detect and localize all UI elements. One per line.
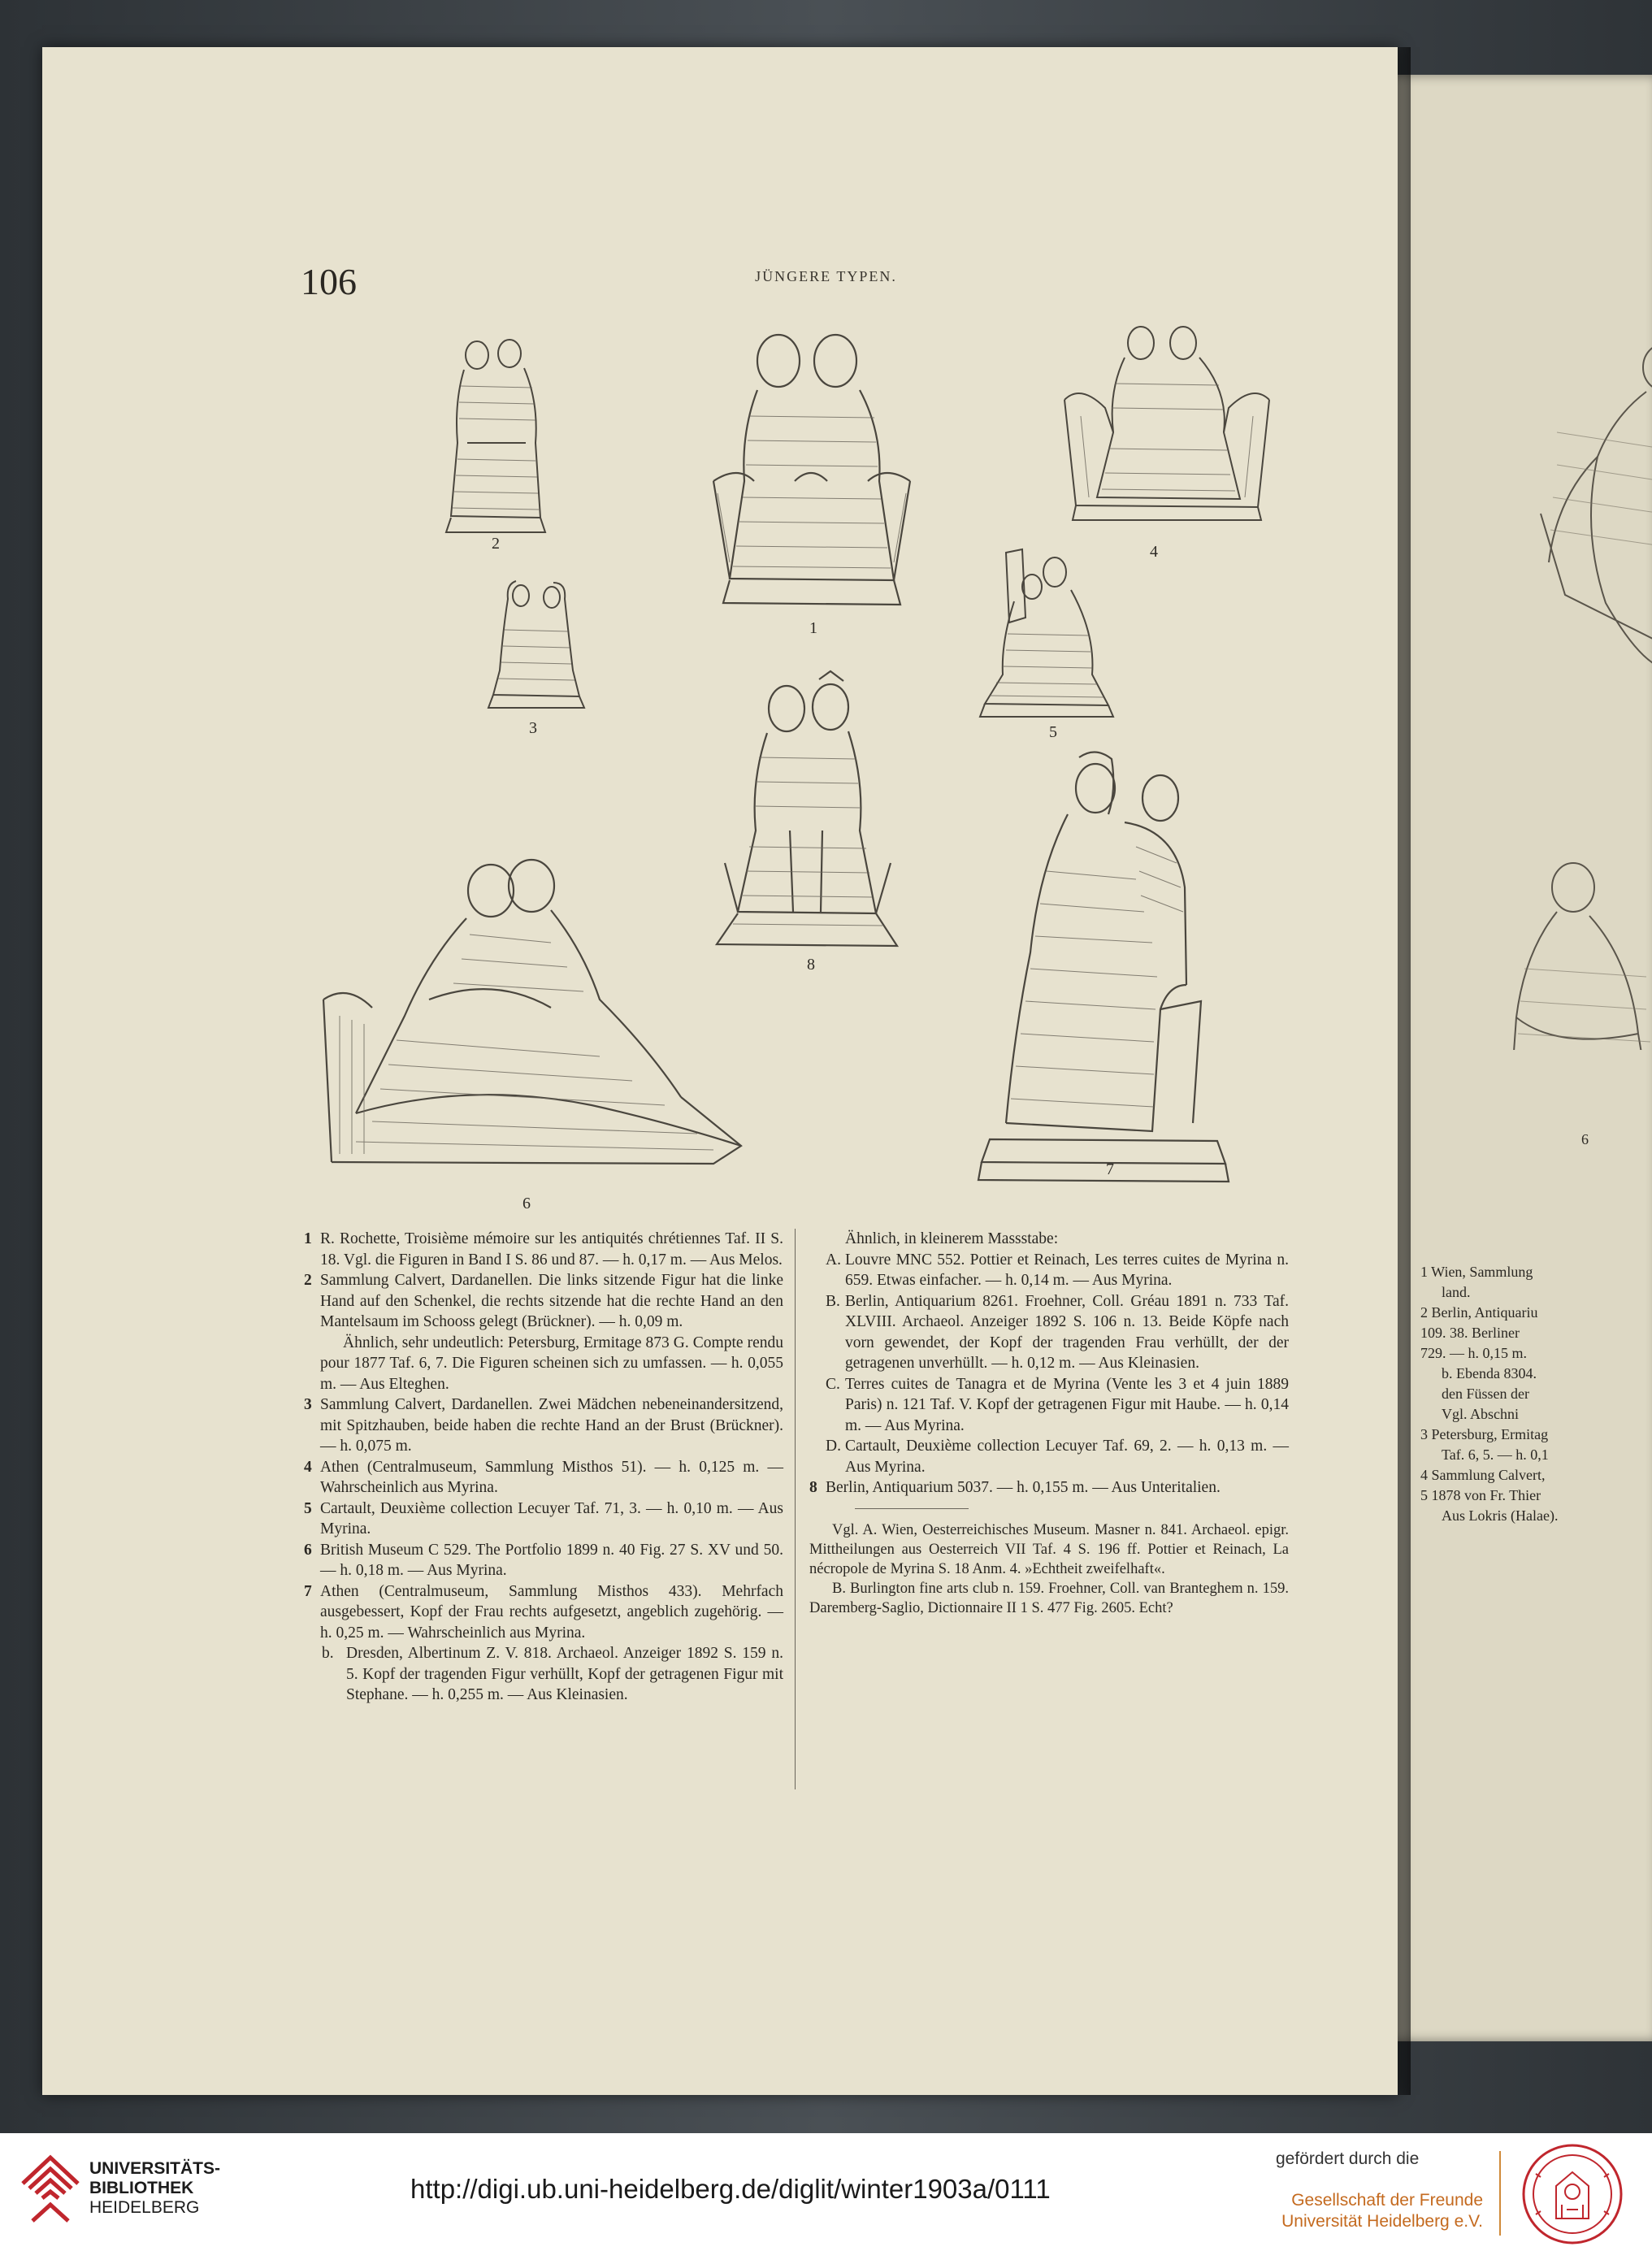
- figure-6-terracotta: [307, 853, 746, 1170]
- facing-page-line: 729. — h. 0,15 m.: [1420, 1345, 1528, 1361]
- running-head: JÜNGERE TYPEN.: [755, 268, 897, 284]
- footnote-a: Vgl. A. Wien, Oesterreichisches Museum. Masner n. 841. Archaeol. epigr. Mittheilungen aus Oesterreich VII Taf. 4 S. 196 ff. Pottier et Reinach, La nécropole de Myrina S. 18 Anm. 4. »Echtheit zweifelhaft«.: [809, 1521, 1289, 1577]
- facing-page-line: 109. 38. Berliner: [1420, 1325, 1520, 1341]
- ub-heidelberg-logo[interactable]: [18, 2151, 83, 2228]
- facing-page-line: 4 Sammlung Calvert,: [1420, 1467, 1546, 1483]
- similar-item-d: D. Cartault, Deuxième collection Lecuyer Taf. 69, 2. — h. 0,13 m. — Aus Myrina.: [826, 1438, 1289, 1476]
- catalogue-text: [304, 1229, 1287, 1798]
- figure-4-label: 4: [1150, 543, 1158, 561]
- entry-6: 6 British Museum C 529. The Portfolio 1899 n. 40 Fig. 27 S. XV und 50. — h. 0,18 m. — Aus Myrina.: [304, 1541, 783, 1579]
- facing-fig-label: 6: [1581, 1131, 1589, 1147]
- figure-8-label: 8: [807, 956, 815, 974]
- entry-5: 5 Cartault, Deuxième collection Lecuyer Taf. 71, 3. — h. 0,10 m. — Aus Myrina.: [304, 1499, 783, 1538]
- library-name: UNIVERSITÄTS- BIBLIOTHEK HEIDELBERG: [89, 2159, 221, 2217]
- facing-page-line: land.: [1442, 1284, 1471, 1300]
- entry-2: 2 Sammlung Calvert, Dardanellen. Die links sitzende Figur hat die linke Hand auf den Schenkel, die rechts sitzende hat die rechte Hand an den Mantelsaum im Schooss gelegt (Brückner). — h. 0,09 m.: [304, 1272, 783, 1330]
- similar-intro: Ähnlich, in kleinerem Massstabe:: [845, 1230, 1059, 1247]
- university-seal-icon: [1520, 2141, 1625, 2247]
- figure-1-label: 1: [809, 619, 817, 637]
- column-divider: [795, 1229, 796, 1789]
- sponsor-lead-text: gefördert durch die: [1276, 2149, 1420, 2168]
- similar-item-a: A. Louvre MNC 552. Pottier et Reinach, Les terres cuites de Myrina n. 659. Etwas einfacher. — h. 0,14 m. — Aus Myrina.: [826, 1251, 1289, 1289]
- university-seal: [1520, 2141, 1625, 2251]
- entry-7b: b. Dresden, Albertinum Z. V. 818. Archaeol. Anzeiger 1892 S. 159 n. 5. Kopf der tragenden Figur verhüllt, Kopf der getragenen Figur mit Stephane. — h. 0,255 m. — Aus Kleinasien.: [322, 1645, 783, 1703]
- entry-3: 3 Sammlung Calvert, Dardanellen. Zwei Mädchen nebeneinandersitzend, mit Spitzhauben, beide haben die rechte Hand an der Brust (Brückner). — h. 0,075 m.: [304, 1396, 783, 1455]
- facing-page-line: 5 1878 von Fr. Thier: [1420, 1487, 1541, 1503]
- facing-page-line: Vgl. Abschni: [1442, 1406, 1520, 1422]
- footnote-b: B. Burlington fine arts club n. 159. Froehner, Coll. van Branteghem n. 159. Daremberg-Saglio, Dictionnaire II 1 S. 477 Fig. 2605. Echt?: [809, 1580, 1289, 1616]
- permalink-url[interactable]: http://digi.ub.uni-heidelberg.de/diglit/winter1903a/0111: [410, 2174, 1051, 2204]
- figure-5-terracotta: [973, 544, 1120, 719]
- figure-7-label: 7: [1106, 1160, 1114, 1178]
- right-column: [809, 1229, 1289, 1618]
- entry-8: 8 Berlin, Antiquarium 5037. — h. 0,155 m. — Aus Unteritalien.: [809, 1479, 1221, 1496]
- figure-2-terracotta: [435, 329, 557, 536]
- facing-page-line: b. Ebenda 8304.: [1442, 1365, 1537, 1381]
- figure-2-label: 2: [492, 535, 500, 553]
- similar-item-b: B. Berlin, Antiquarium 8261. Froehner, Coll. Gréau 1891 n. 733 Taf. XLVIII. Archaeol. Anzeiger 1892 S. 106 n. 13. Beide Köpfe nach vorn gewendet, der Kopf der tragenden Frau verhüllt, der der getragenen unverhüllt. — h. 0,12 m. — Aus Kleinasien.: [826, 1292, 1289, 1372]
- facing-page-line: 1 Wien, Sammlung: [1420, 1264, 1533, 1280]
- sponsor-divider: [1499, 2151, 1501, 2236]
- facing-page: [1394, 75, 1652, 2041]
- figure-5-label: 5: [1049, 723, 1057, 741]
- figure-3-label: 3: [529, 719, 537, 737]
- facing-page-line: 2 Berlin, Antiquariu: [1420, 1304, 1538, 1321]
- figure-1-terracotta: [705, 319, 918, 611]
- sponsor-name[interactable]: Gesellschaft der Freunde Universität Heidelberg e.V.: [1281, 2191, 1483, 2231]
- page-number: 106: [301, 261, 357, 302]
- facing-page-figures: [1394, 75, 1652, 1050]
- figure-3-terracotta: [483, 573, 589, 711]
- figure-7-terracotta: [973, 741, 1234, 1196]
- footnote-rule: [855, 1508, 969, 1509]
- entry-1: 1 R. Rochette, Troisième mémoire sur les antiquités chrétiennes Taf. II S. 18. Vgl. die Figuren in Band I S. 86 und 87. — h. 0,17 m. — Aus Melos.: [304, 1230, 783, 1269]
- facing-page-line: Taf. 6, 5. — h. 0,1: [1442, 1446, 1549, 1463]
- similar-item-c: C. Terres cuites de Tanagra et de Myrina (Vente les 3 et 4 juin 1889 Paris) n. 121 Taf. V. Kopf der getragenen Figur mit Haube. — h. 0,14 m. — Aus Myrina.: [826, 1375, 1289, 1434]
- viewer-footer: [0, 2133, 1652, 2251]
- left-column: [304, 1229, 783, 1706]
- entry-2-similar: Ähnlich, sehr undeutlich: Petersburg, Ermitage 873 G. Compte rendu pour 1877 Taf. 6, 7. Die Figuren scheinen sich zu umfassen. — h. 0,055 m. — Aus Elteghen.: [320, 1334, 783, 1393]
- facing-page-line: 3 Petersburg, Ermitag: [1420, 1426, 1549, 1442]
- figure-4-terracotta: [1056, 319, 1277, 522]
- entry-4: 4 Athen (Centralmuseum, Sammlung Misthos 51). — h. 0,125 m. — Wahrscheinlich aus Myrina.: [304, 1458, 783, 1496]
- entry-7: 7 Athen (Centralmuseum, Sammlung Misthos 433). Mehrfach ausgebessert, Kopf der Frau rechts aufgesetzt, angeblich zugehörig. — h. 0,25 m. — Wahrscheinlich aus Myrina.: [304, 1582, 783, 1642]
- library-logo-icon: [18, 2151, 83, 2224]
- facing-page-line: den Füssen der: [1442, 1386, 1529, 1402]
- facing-page-line: Aus Lokris (Halae).: [1442, 1507, 1559, 1524]
- figure-6-label: 6: [522, 1195, 531, 1212]
